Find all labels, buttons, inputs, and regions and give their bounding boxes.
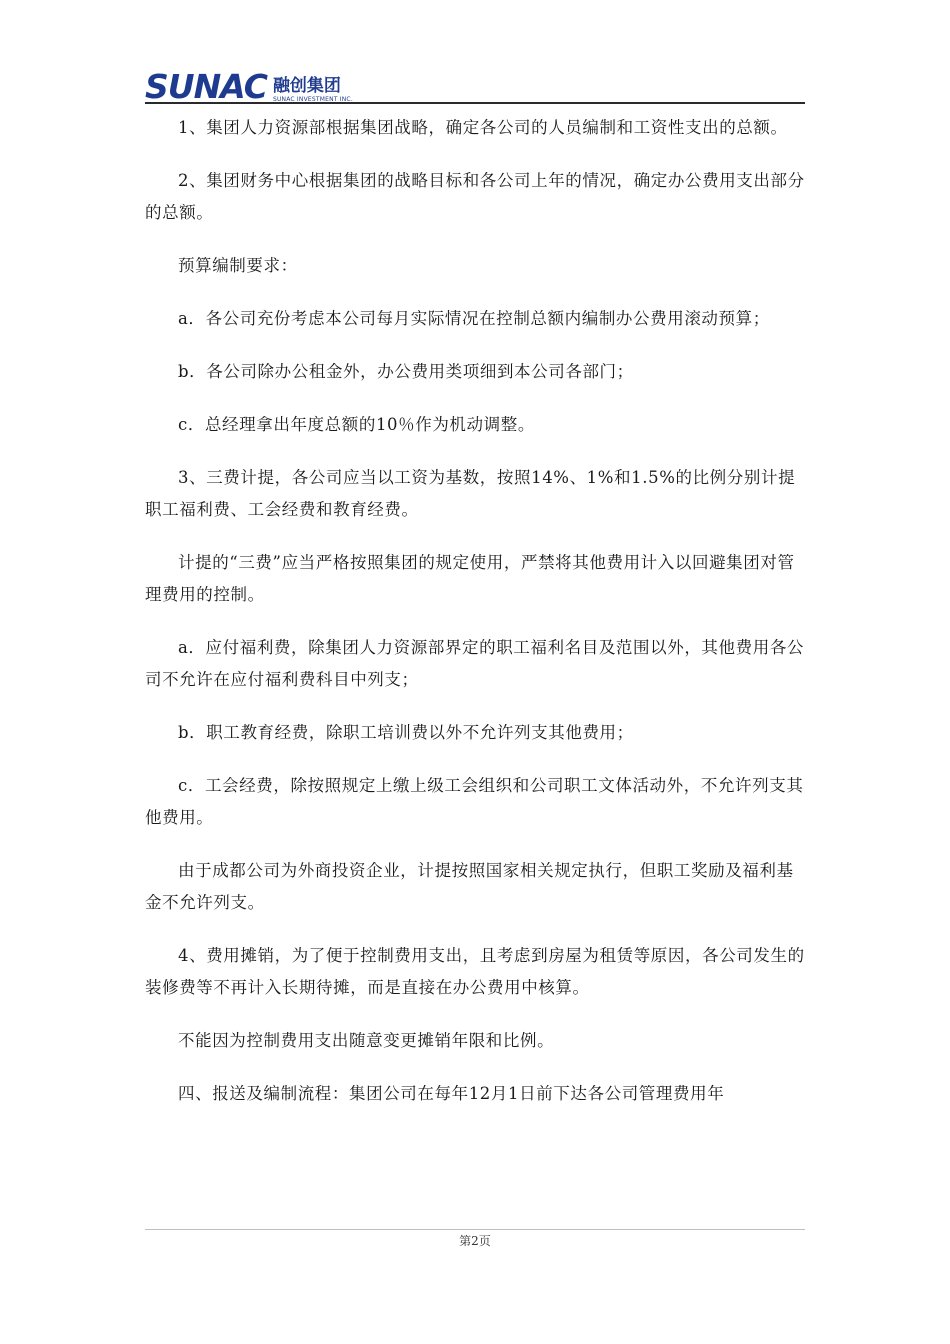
paragraph: 4、费用摊销，为了便于控制费用支出，且考虑到房屋为租赁等原因，各公司发生的装修费等不再计入长期待摊，而是直接在办公费用中核算。 [145,946,805,997]
logo-chinese-name: 融创集团 [272,76,341,96]
page-header [145,66,805,104]
paragraph: c．工会经费，除按照规定上缴上级工会组织和公司职工文体活动外，不允许列支其他费用。 [145,776,804,827]
paragraph: a．各公司充份考虑本公司每月实际情况在控制总额内编制办公费用滚动预算； [178,309,770,328]
paragraph: 1、集团人力资源部根据集团战略，确定各公司的人员编制和工资性支出的总额。 [178,118,788,137]
paragraph: 计提的“三费”应当严格按照集团的规定使用，严禁将其他费用计入以回避集团对管理费用的控制。 [145,553,795,604]
paragraph: 由于成都公司为外商投资企业，计提按照国家相关规定执行，但职工奖励及福利基金不允许列支。 [145,861,794,912]
page-number: 第2页 [459,1234,491,1248]
header-divider [145,102,805,104]
paragraph: c．总经理拿出年度总额的10％作为机动调整。 [178,415,535,434]
footer-divider [145,1229,805,1230]
paragraph: a．应付福利费，除集团人力资源部界定的职工福利名目及范围以外，其他费用各公司不允许在应付福利费科目中列支； [145,638,805,689]
paragraph: 不能因为控制费用支出随意变更摊销年限和比例。 [178,1031,555,1050]
logo-mark: SUNAC [145,67,267,106]
sunac-logo [145,66,353,104]
logo-english-name: SUNAC INVESTMENT INC. [272,96,353,103]
logo-text [273,77,353,104]
paragraph: 预算编制要求： [178,256,298,275]
paragraph: 四、报送及编制流程：集团公司在每年12月1日前下达各公司管理费用年 [178,1084,725,1103]
paragraph: b．职工教育经费，除职工培训费以外不允许列支其他费用； [178,723,634,742]
paragraph: 3、三费计提，各公司应当以工资为基数，按照14%、1%和1.5%的比例分别计提职工福利费、工会经费和教育经费。 [145,468,796,519]
paragraph: b．各公司除办公租金外，办公费用类项细到本公司各部门； [178,362,634,381]
document-body [145,112,805,1131]
paragraph: 2、集团财务中心根据集团的战略目标和各公司上年的情况，确定办公费用支出部分的总额。 [145,171,805,222]
